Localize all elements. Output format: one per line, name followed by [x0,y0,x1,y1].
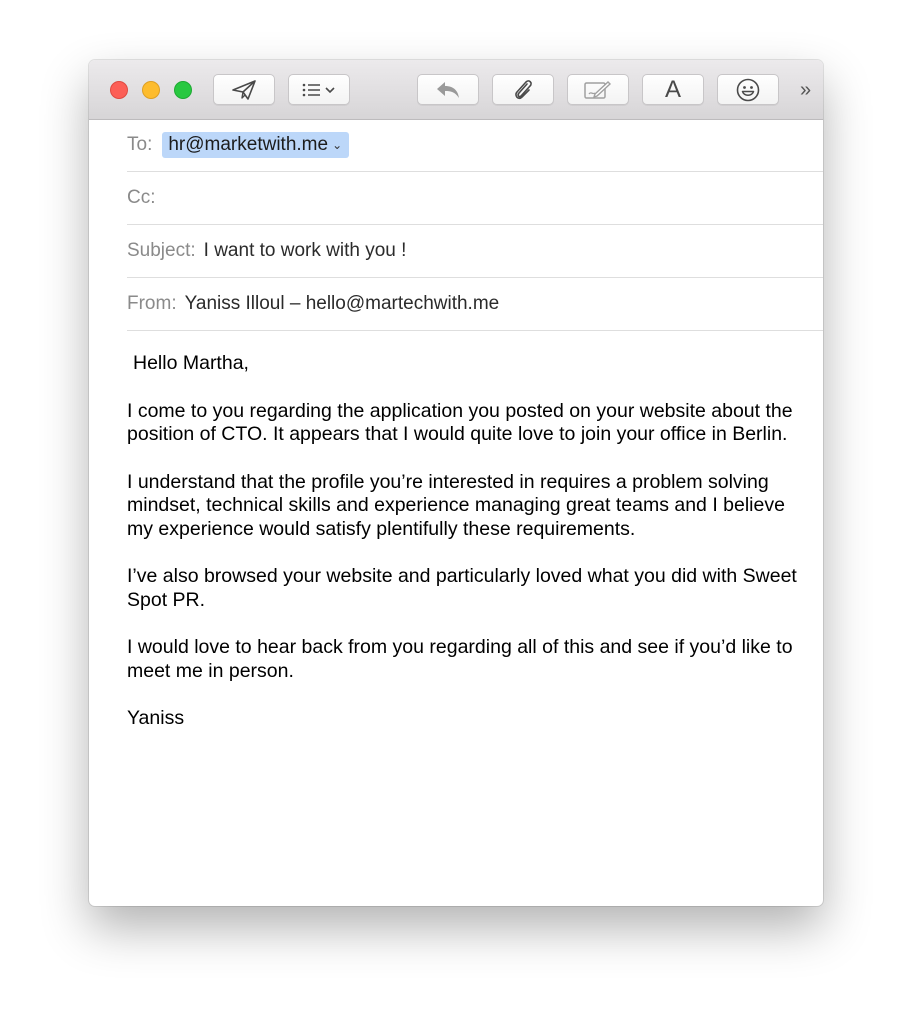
body-paragraph: I’ve also browsed your website and particularly loved what you did with Sweet Spot PR. [127,565,797,611]
format-text-icon: A [664,75,681,103]
greeting-line: Hello Martha, [133,352,249,374]
from-field[interactable] [127,278,823,331]
markup-pen-icon [583,79,613,101]
to-field[interactable] [127,119,823,172]
compose-window [89,60,823,906]
from-label: From: [127,293,177,314]
recipient-token[interactable] [162,132,349,158]
recipient-address: hr@marketwith.me [168,134,329,155]
cc-field[interactable] [127,172,823,225]
from-account-select[interactable]: Yaniss Illoul – hello@martechwith.me [184,293,500,314]
list-chevron-icon [301,82,337,98]
paper-plane-icon [231,79,257,101]
subject-field[interactable] [127,225,823,278]
format-button[interactable] [642,74,704,105]
message-body[interactable] [127,352,799,731]
body-paragraph: I would love to hear back from you regarding all of this and see if you’d like to meet me in person. [127,636,793,682]
reply-button[interactable] [417,74,479,105]
signature: Yaniss [127,707,185,729]
to-label: To: [127,134,153,155]
close-button[interactable] [110,81,128,99]
markup-button[interactable] [567,74,629,105]
paperclip-icon [512,78,534,102]
more-tools-button[interactable]: » [799,79,809,101]
reply-arrow-icon [435,80,461,100]
subject-input[interactable]: I want to work with you ! [203,240,407,261]
emoji-button[interactable] [717,74,779,105]
toolbar [89,60,823,120]
minimize-button[interactable] [142,81,160,99]
send-button[interactable] [213,74,275,105]
subject-label: Subject: [127,240,196,261]
header-fields-button[interactable] [288,74,350,105]
body-paragraph: I come to you regarding the application you posted on your website about the position of CTO. It appears that I would quite love to join your office in Berlin. [127,399,793,445]
chevron-down-icon[interactable]: ⌄ [332,138,343,152]
smiley-icon [736,78,760,102]
zoom-button[interactable] [174,81,192,99]
body-paragraph: I understand that the profile you’re interested in requires a problem solving mindset, technical skills and experience managing great teams and I believe my experience would satisfy plentifully these requirements. [127,470,785,540]
attach-button[interactable] [492,74,554,105]
cc-label: Cc: [127,187,156,208]
